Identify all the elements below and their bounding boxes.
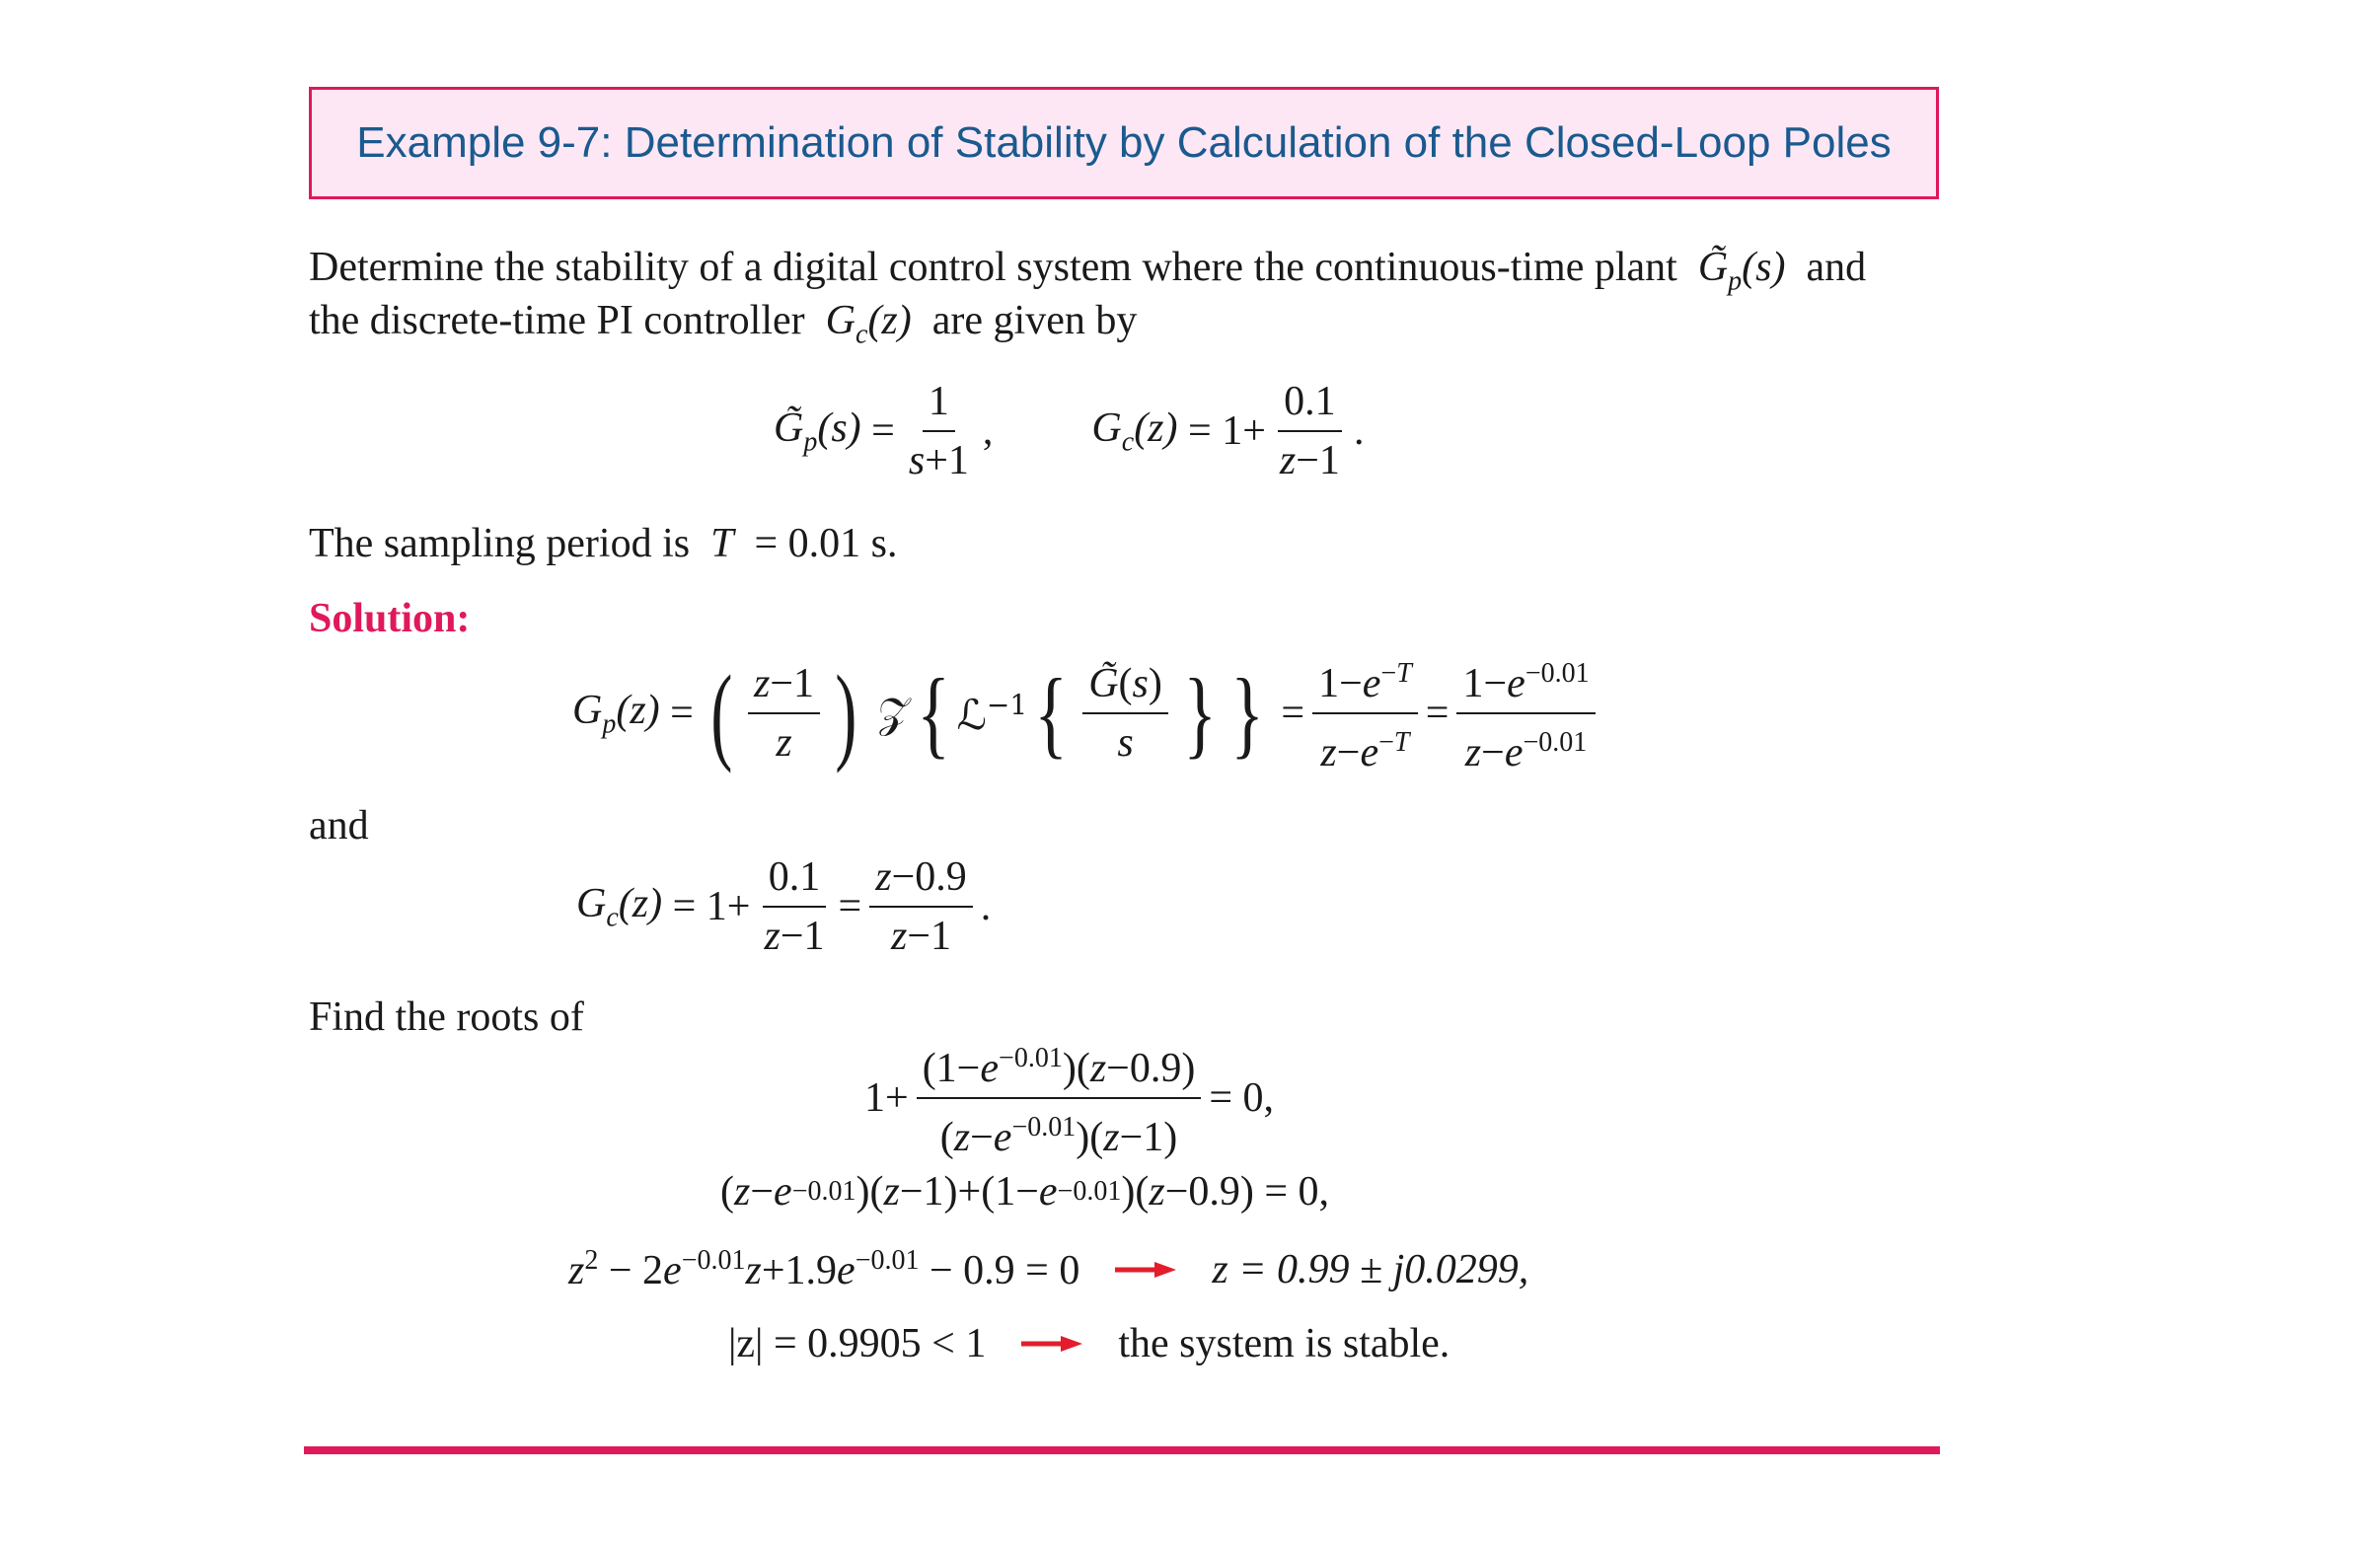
roots-result: z = 0.99 ± j0.0299, — [1212, 1247, 1529, 1292]
solution-label: Solution: — [309, 596, 471, 641]
bottom-divider — [304, 1446, 1940, 1454]
equation-given: $G̃_p(s)$ = $\frac{1}{s+1}$ , $G_c(z)$ = 1+ $\frac{0.1}{z-1}$ . — [774, 379, 1365, 483]
intro-line2-end: are given by — [931, 298, 1138, 343]
controller-symbol: $G_c(z)$ — [815, 298, 923, 350]
equation-expanded: ( z − e −0.01 )( z −1)+(1− e −0.01 )( z −0.9) = 0, — [720, 1169, 1330, 1215]
equation-quadratic: $z^2 - 2e^{-0.01}z+1.9e^{-0.01} - 0.9 = 0$ z = 0.99 ± j0.0299, — [568, 1245, 1529, 1293]
find-roots-label: Find the roots of — [309, 994, 584, 1040]
equation-gc: $G_c(z)$ = 1+ $\frac{0.1}{z-1}$ = $\frac{z-0.9}{z-1}$ . — [576, 854, 992, 959]
intro-line-2 — [309, 294, 1137, 361]
right-arrow-icon — [1115, 1260, 1176, 1280]
sampling-value: = 0.01 s. — [754, 521, 898, 566]
sampling-text: The sampling period is — [309, 521, 691, 566]
stable-conclusion: the system is stable. — [1118, 1321, 1450, 1366]
intro-line1-and: and — [1806, 245, 1867, 290]
period-symbol: T — [700, 521, 744, 566]
plant-symbol: $G̃_p(s)$ — [1687, 245, 1796, 297]
intro-line1-text: Determine the stability of a digital control system where the continuous-time plant — [309, 245, 1677, 290]
example-title: Example 9-7: Determination of Stability by Calculation of the Closed-Loop Poles — [356, 118, 1892, 167]
right-arrow-icon — [1021, 1334, 1082, 1354]
example-title-box — [309, 87, 1939, 199]
equation-char: 1+ $\frac{(1-e^{-0.01})(z-0.9)}{(z-e^{-0.01})(z-1)}$ = 0, — [864, 1036, 1274, 1160]
and-label: and — [309, 803, 369, 848]
equation-magnitude — [728, 1320, 1450, 1367]
equation-gp: $G_p(z)$ = ( $\frac{z-1}{z}$ ) 𝒵 { ℒ$^{-1}$ { $\frac{G̃(s)}{s}$ } } = $\frac{1-e^{-T}}{z-e^{-T}}$ = $\frac{1-e^{-0.01}}{z-e^{-0.01}}$ — [572, 651, 1603, 775]
sampling-line — [309, 517, 898, 570]
intro-line2-text: the discrete-time PI controller — [309, 298, 805, 343]
magnitude-result: |z| = 0.9905 < 1 — [728, 1321, 987, 1366]
